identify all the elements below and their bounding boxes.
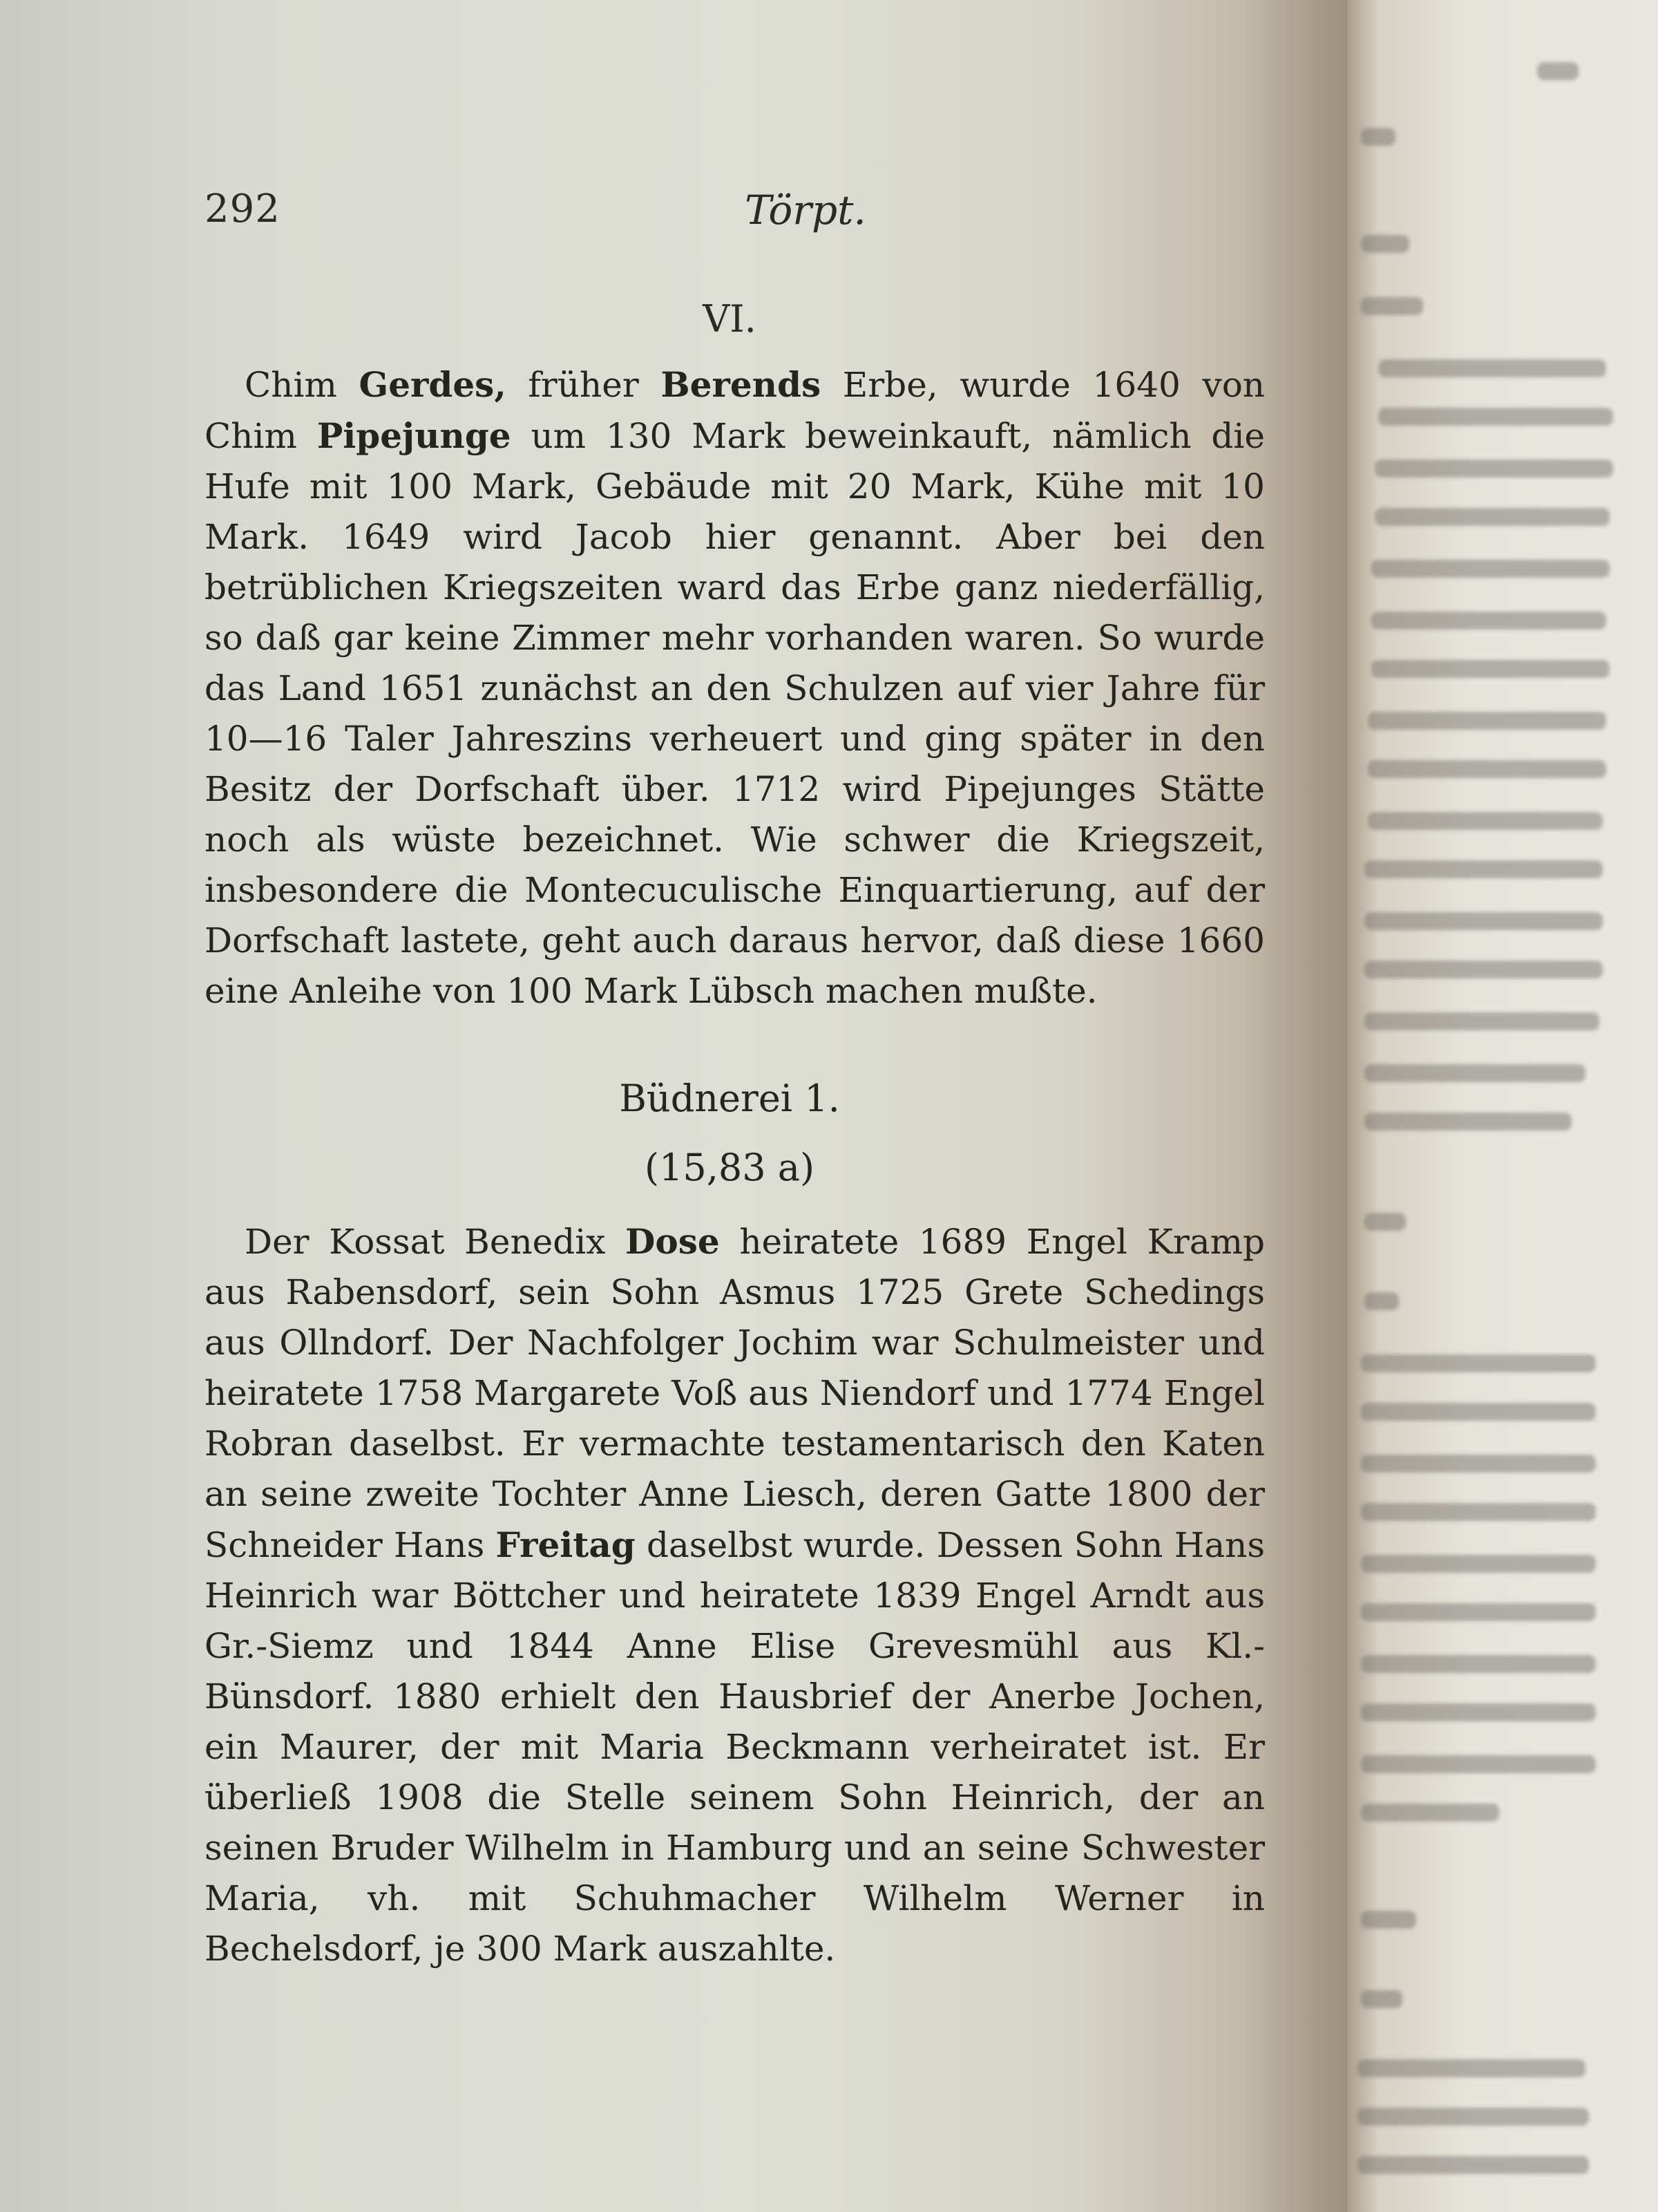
text-run: heiratete 1689 Engel Kramp aus Rabensdorf, sein Sohn Asmus 1725 Grete Schedings aus Ollndorf. Der Nachfolger Jochim war Schulmeister und heiratete 1758 Margarete Voß aus Niendorf und 1774 Engel Robran daselbst. Er vermachte testamentarisch den Katen an seine zweite Tochter Anne Liesch, deren Gatte 1800 der Schneider Hans [204,1222,1266,1565]
section-heading-vi: VI. [703,297,756,341]
right-page-blurred-text [1351,0,1658,2212]
section-area: (15,83 a) [644,1146,815,1189]
bold-name-gerdes: Gerdes, [359,364,506,405]
bold-name-dose: Dose [625,1221,720,1262]
text-run: um 130 Mark beweinkauft, nämlich die Hufe mit 100 Mark, Gebäude mit 20 Mark, Kühe mit 10 Mark. 1649 wird Jacob hier genannt. Aber bei den betrüblichen Kriegszeiten ward das Erbe ganz niederfällig, so daß gar keine Zimmer mehr vorhanden waren. So wurde das Land 1651 zunächst an den Schulzen auf vier Jahre für 10—16 Taler Jahreszins verheuert und ging später in den Besitz der Dorfschaft über. 1712 wird Pipejunges Stätte noch als wüste bezeichnet. Wie schwer die Kriegszeit, insbesondere die Montecuculische Einquartierung, auf der Dorfschaft lastete, geht auch daraus hervor, daß diese 1660 eine Anleihe von 100 Mark Lübsch machen mußte. [204,416,1265,1011]
text-run: Chim [245,365,359,405]
text-run: Der Kossat Benedix [245,1222,626,1262]
buednerei-paragraph [204,1216,1265,1974]
text-run: früher [506,365,661,405]
running-head: Törpt. [745,187,866,234]
bold-name-freitag: Freitag [495,1524,636,1565]
bold-name-berends: Berends [660,364,821,405]
page-header [204,187,1268,242]
bold-name-pipejunge: Pipejunge [316,415,511,456]
section-heading-buednerei: Büdnerei 1. [619,1077,840,1120]
text-run: Erbe, wurde 1640 von Chim [204,365,1266,456]
text-run: daselbst wurde. Dessen Sohn Hans Heinrich war Böttcher und heiratete 1839 Engel Arndt aus Gr.-Siemz und 1844 Anne Elise Grevesmühl aus Kl.-Bünsdorf. 1880 erhielt den Hausbrief der Anerbe Jochen, ein Maurer, der mit Maria Beckmann verheiratet ist. Er überließ 1908 die Stelle seinem Sohn Heinrich, der an seinen Bruder Wilhelm in Hamburg und an seine Schwester Maria, vh. mit Schuhmacher Wilhelm Werner in Bechelsdorf, je 300 Mark auszahlte. [204,1525,1265,1969]
page-number: 292 [204,187,280,231]
section-vi-paragraph [204,359,1265,1017]
